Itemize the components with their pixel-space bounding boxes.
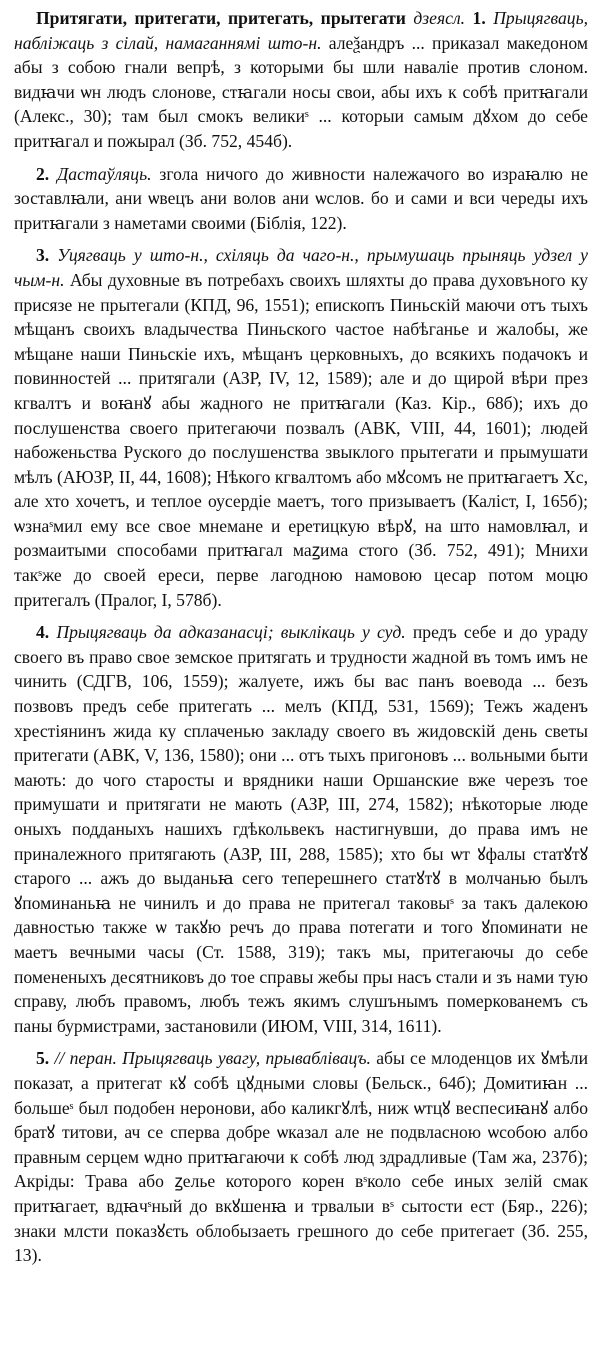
sense-citations: предъ себе и до ураду своего въ право свое земское притягать и трудности жадной въ томъ имъ не чинить (СДГВ, 106, 1559); жалуете, ижъ бы вас панъ воевода ... безъ позвовъ предъ себе притегать ... мелъ (КПД, 531, 1569); Тежъ жаденъ хрестіянинъ жида ку сплаченью закладу своего въ жидовскій день светы притегати (АВК, V, 136, 1580); они ... отъ тыхъ пригоновъ ... вольными быти мають: до чого старосты и врядники наши Оршанские вже черезъ тое примушати и притягати не мають (АЗР, III, 274, 1582); нѣкоторые люде оныхъ подданыхъ нашихъ гдѣкольвекъ настигнувши, до права имъ не приналежного притягають (АЗР, III, 288, 1585); хто бы ѡт ꙋфалы статꙋтꙋ старого ... ажъ до выданьꙗ сего теперешнего статꙋтꙋ в молчанью былъ ꙋпоминаньꙗ не чинилъ и до права не притегал таковыˢ за такъ далекою давностью также ѡ такꙋю речъ до права потегати и того ꙋпоминати не маетъ вечными часы (Ст. 1588, 319); такъ мы, притегаючы до себе помененыхъ десятниковъ до тое справы жебы пры насъ стали и зъ нами тую справу, любъ правомъ, любъ тежъ якимъ слушънымъ померкованемъ съ паны бурмистрами, застановили (ИЮМ, VIII, 314, 1611).	[14, 622, 589, 1036]
sense-citations: алеѯандръ ... приказал македоном абы з собою гнали вепрѣ, з которыми бы шли наваліе против слоном. видꙗчи ѡн людъ слонове, стꙗгали носы свои, абы ихъ к собѣ притꙗгали (Алекс., 30); там был смокъ великиˢ ... которыи самым дꙋхом до себе притꙗгал и пожырал (Зб. 752, 454б).	[14, 32, 588, 151]
sense-4	[14, 620, 588, 1038]
sense-number: 3.	[36, 245, 50, 266]
headword: Притягати, притегати, притегать, прытегати	[36, 8, 406, 28]
sense-citations: зголa ничого до живности належачого во израꙗлю не зоставлꙗли, ани ѡвецъ ани волов ани ѡслов. бо и сами и вси череды ихъ притꙗгали з наметами своими (Біблія, 122).	[14, 163, 589, 233]
sense-1	[14, 6, 588, 154]
sense-5	[14, 1046, 588, 1267]
sense-2	[14, 162, 588, 236]
sense-number: 1.	[472, 8, 486, 28]
sense-gloss: Прыцягваць, набліжаць з сілай, намаганнямі што-н.	[14, 8, 588, 53]
sense-number: 4.	[36, 622, 50, 643]
sense-gloss: Прыцягваць да адказанасці; выклікаць у суд.	[56, 622, 406, 643]
sense-gloss: Дастаўляць.	[57, 163, 152, 184]
sense-gloss: // перан. Прыцягваць увагу, прываблівацъ.	[54, 1048, 371, 1069]
sense-3	[14, 243, 588, 612]
sense-citations: абы се млоденцов их ꙋмѣли показат, а притегат кꙋ собѣ цꙋдными словы (Бельск., 64б); Домитиꙗн ... большеˢ был подобен неронови, або каликгꙋлѣ, ниж ѡтцꙋ веспесиꙗнꙋ албо братꙋ титови, ач се сперва добре ѡказал але не подвласною ѡсобою албо правным серцем ѡдно притꙗгаючи к собѣ люд здрадливые (Там жа, 237б); Акрiды: Трава або ꙁелье которого корен вˢколо себе иных зелій смак притꙗгает, вдꙗчˢный до вкꙋшенꙗ и трвалыи вˢ сытости ест (Бяр., 226); знаки млсти показꙋєть облобызаеть грешного до себе притегает (Зб. 255, 13).	[14, 1048, 588, 1266]
sense-citations: Абы духовные въ потребахъ своихъ шляхты до права духовъного ку присязе не прытегали (КПД, 96, 1551); епископъ Пиньскій маючи отъ тыхъ мѣщанъ своихъ владычества Пиньского частое набѣганье и жалобы, же мѣщане наши Пиньскіе ихъ, мѣщанъ церковныхъ, до всякихъ подачокъ и повинностей ... притягали (АЗР, IV, 12, 1589); але и до щирой вѣри през кгвалтъ и воꙗнꙋ абы жадного не притꙗгали (Каз. Кір., 68б); ихъ до послушенства своего притегаючи позвалъ (АВК, VIII, 44, 1601); людей набоженьства Руского до послушенства звыклого прытегати и прымушати мѣлъ (АЮЗР, II, 44, 1608); Нѣкого кгвалтомъ або мꙋсомъ не притꙗгаетъ Хс, але хто хочетъ, и теплое оусердіе маетъ, того призываетъ (Каліст, I, 165б); ѡзнаˢмил ему все свое мнемане и еретицкую вѣрꙋ, на што намовлꙗл, и розмаитыми способами притꙗгал маꙁима стого (Зб. 752, 491); Мнихи такˢже до своей ереси, перве лагодною намовою цесар потом моцю притегалъ (Пралог, I, 578б).	[14, 269, 588, 610]
sense-number: 5.	[36, 1048, 50, 1069]
part-of-speech: дзеясл.	[413, 8, 466, 28]
sense-number: 2.	[36, 163, 50, 184]
sense-gloss: Уцягваць у што-н., схіляць да чаго-н., прымушаць прыняць удзел у чым-н.	[14, 245, 588, 290]
